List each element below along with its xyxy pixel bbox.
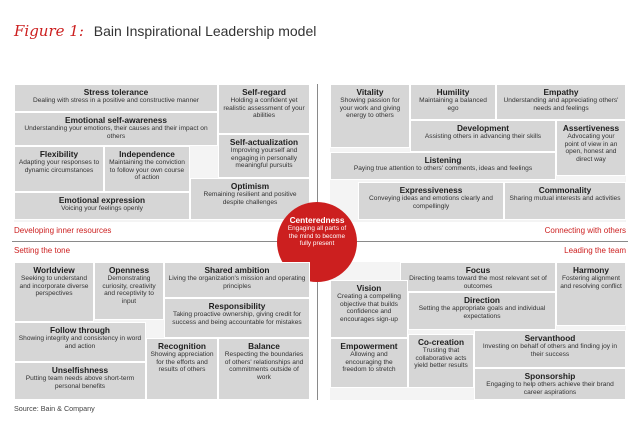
tile-heading: Development — [456, 123, 510, 133]
tile-heading: Harmony — [573, 265, 609, 275]
tile-description: Dealing with stress in a positive and constructive manner — [32, 97, 200, 104]
tile-heading: Flexibility — [39, 149, 79, 159]
tile-heading: Shared ambition — [204, 265, 270, 275]
tile-heading: Commonality — [538, 185, 592, 195]
quadrant-label-bottom-left: Setting the tone — [14, 246, 71, 255]
tile-heading: Focus — [465, 265, 491, 275]
tile-description: Living the organization's mission and operating principles — [168, 275, 306, 290]
tile-description: Sharing mutual interests and activities — [509, 195, 621, 202]
tile-expressiveness — [358, 182, 504, 220]
tile-description: Conveying ideas and emotions clearly and compellingly — [369, 195, 493, 210]
tile-follow-through — [14, 322, 146, 362]
tile-heading: Emotional expression — [58, 195, 146, 205]
tile-heading: Sponsorship — [524, 371, 576, 381]
tile-commonality — [504, 182, 626, 220]
tile-description: Adapting your responses to dynamic circumstances — [18, 159, 100, 174]
tile-heading: Responsibility — [208, 301, 266, 311]
quadrant-label-top-left: Developing inner resources — [14, 226, 112, 235]
tile-recognition — [146, 338, 218, 400]
tile-description: Maintaining a balanced ego — [419, 97, 487, 112]
tile-heading: Balance — [248, 341, 280, 351]
tile-description: Holding a confident yet realistic assessment of your abilities — [223, 97, 305, 120]
tile-description: Putting team needs above short-term personal benefits — [25, 375, 135, 390]
tile-harmony — [556, 262, 626, 326]
tile-shared-ambition — [164, 262, 310, 298]
tile-emotional-self-awareness — [14, 112, 218, 146]
tile-emotional-expression — [14, 192, 190, 220]
center-description: Engaging all parts of the mind to become fully present — [287, 225, 347, 248]
tile-humility — [410, 84, 496, 120]
tile-heading: Servanthood — [524, 333, 576, 343]
tile-description: Paying true attention to others' comments, ideas and feelings — [353, 165, 533, 172]
tile-focus — [400, 262, 556, 292]
tile-heading: Humility — [436, 87, 470, 97]
tile-description: Assisting others in advancing their skills — [424, 133, 542, 140]
tile-sponsorship — [474, 368, 626, 400]
tile-assertiveness — [556, 120, 626, 176]
tile-description: Engaging to help others achieve their brand career aspirations — [486, 381, 614, 396]
tile-description: Showing integrity and consistency in word and action — [18, 335, 142, 350]
tile-description: Showing appreciation for the efforts and results of others — [150, 351, 214, 374]
tile-heading: Recognition — [158, 341, 206, 351]
tile-description: Creating a compelling objective that builds confidence and encourages sign-up — [337, 293, 401, 323]
tile-vitality — [330, 84, 410, 148]
tile-worldview — [14, 262, 94, 322]
tile-heading: Empathy — [543, 87, 579, 97]
tile-co-creation — [408, 334, 474, 388]
tile-independence — [104, 146, 190, 192]
tile-description: Directing teams toward the most relevant set of outcomes — [409, 275, 547, 290]
tile-heading: Vision — [356, 283, 382, 293]
tile-description: Maintaining the conviction to follow your own course of action — [109, 159, 185, 182]
tile-heading: Assertiveness — [562, 123, 620, 133]
tile-heading: Optimism — [230, 181, 270, 191]
tile-description: Allowing and encouraging the freedom to stretch — [342, 351, 396, 374]
tile-description: Seeking to understand and incorporate diverse perspectives — [19, 275, 89, 298]
figure-heading: Bain Inspirational Leadership model — [93, 23, 317, 39]
tile-heading: Unselfishness — [51, 365, 109, 375]
tile-self-regard — [218, 84, 310, 134]
tile-heading: Follow through — [50, 325, 110, 335]
tile-description: Respecting the boundaries of others' relationships and commitments outside of work — [224, 351, 304, 381]
tile-description: Trusting that collaborative acts yield better results — [414, 347, 468, 370]
tile-heading: Co-creation — [417, 337, 465, 347]
tile-heading: Stress tolerance — [83, 87, 149, 97]
tile-heading: Expressiveness — [399, 185, 463, 195]
tile-description: Taking proactive ownership, giving credit for success and being accountable for mistakes — [172, 311, 302, 326]
tile-heading: Empowerment — [340, 341, 398, 351]
tile-unselfishness — [14, 362, 146, 400]
tile-heading: Worldview — [33, 265, 75, 275]
tile-description: Demonstrating curiosity, creativity and receptivity to input — [102, 275, 156, 305]
tile-heading: Emotional self-awareness — [65, 115, 167, 125]
tile-flexibility — [14, 146, 104, 192]
tile-vision — [330, 280, 408, 338]
tile-heading: Self-regard — [242, 87, 286, 97]
tile-description: Investing on behalf of others and finding joy in their success — [482, 343, 618, 358]
tile-listening — [330, 152, 556, 180]
tile-heading: Vitality — [356, 87, 384, 97]
tile-heading: Openness — [108, 265, 150, 275]
quadrant-label-bottom-right: Leading the team — [564, 246, 626, 255]
source-note: Source: Bain & Company — [14, 404, 95, 413]
tile-openness — [94, 262, 164, 320]
tile-description: Understanding and appreciating others' needs and feelings — [503, 97, 619, 112]
tile-description: Improving yourself and engaging in personally meaningful pursuits — [230, 147, 298, 170]
tile-heading: Self-actualization — [229, 137, 299, 147]
tile-description: Remaining resilient and positive despite challenges — [203, 191, 297, 206]
tile-servanthood — [474, 330, 626, 368]
center-heading: Centeredness — [289, 215, 345, 225]
tile-self-actualization — [218, 134, 310, 178]
tile-description: Setting the appropriate goals and individual expectations — [418, 305, 546, 320]
tile-description: Fostering alignment and resolving conflict — [560, 275, 622, 290]
tile-development — [410, 120, 556, 152]
tile-balance — [218, 338, 310, 400]
tile-description: Showing passion for your work and giving energy to others — [339, 97, 401, 120]
tile-responsibility — [164, 298, 310, 338]
tile-description: Advocating your point of view in an open, honest and direct way — [564, 133, 618, 163]
tile-empathy — [496, 84, 626, 120]
tile-description: Understanding your emotions, their causes and their impact on others — [24, 125, 208, 140]
tile-heading: Direction — [464, 295, 500, 305]
figure-title — [14, 22, 316, 40]
quadrant-label-top-right: Connecting with others — [544, 226, 626, 235]
tile-heading: Listening — [424, 155, 462, 165]
tile-heading: Independence — [119, 149, 175, 159]
tile-description: Voicing your feelings openly — [61, 205, 143, 212]
tile-empowerment — [330, 338, 408, 388]
figure-label: Figure 1: — [14, 22, 84, 40]
tile-direction — [408, 292, 556, 330]
tile-stress-tolerance — [14, 84, 218, 112]
